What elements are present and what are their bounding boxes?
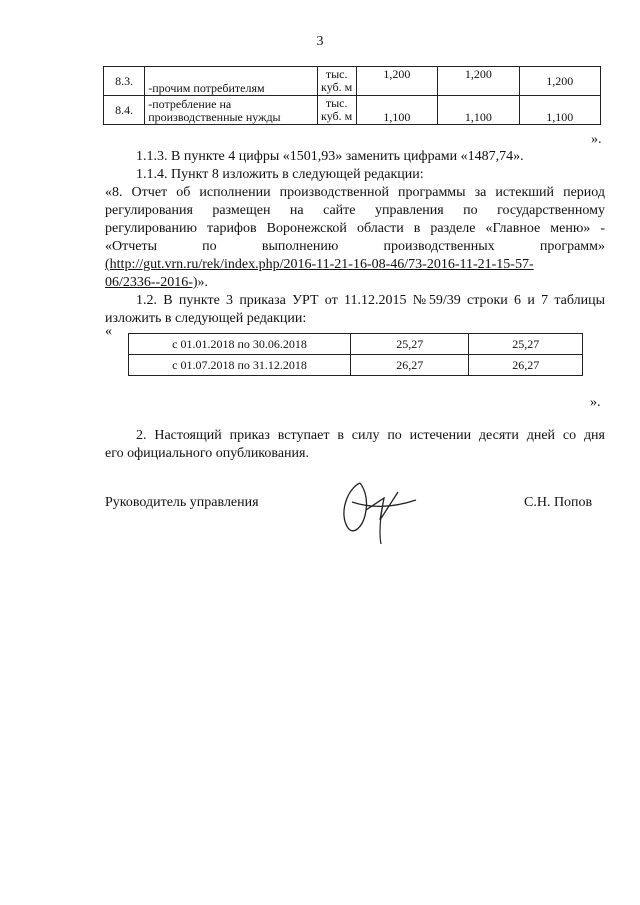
table-row xyxy=(104,96,601,125)
paragraph-8-end: ». xyxy=(197,275,209,290)
row-number: 8.4. xyxy=(104,96,145,125)
paragraph-1-1-3: 1.1.3. В пункте 4 цифры «1501,93» заменить цифрами «1487,74». xyxy=(136,149,524,164)
reports-link-line-2[interactable]: 06/2336--2016-) xyxy=(105,275,198,290)
row-value-3: 1,100 xyxy=(519,96,600,125)
signer-name: С.Н. Попов xyxy=(524,495,593,510)
row-value-2: 1,100 xyxy=(438,96,519,125)
paragraph-8-line-4: «Отчеты по выполнению производственных программ» xyxy=(105,239,605,254)
tariff-table xyxy=(128,333,583,376)
paragraph-8-line-3: регулированию тарифов Воронежской области в разделе «Главное меню» - xyxy=(105,221,605,236)
paragraph-8-line-2: регулирования размещен на сайте управления по государственному xyxy=(105,203,605,218)
name-line2: производственные нужды xyxy=(148,110,281,124)
paragraph-2-line-2: его официального опубликования. xyxy=(105,446,309,461)
paragraph-1-1-4: 1.1.4. Пункт 8 изложить в следующей редакции: xyxy=(136,167,424,182)
paragraph-1-2-line-2: изложить в следующей редакции: xyxy=(105,311,307,326)
row-number: 8.3. xyxy=(104,67,145,96)
reports-link-line-1[interactable]: (http://gut.vrn.ru/rek/index.php/2016-11-21-16-08-46/73-2016-11-21-15-57- xyxy=(105,257,534,272)
row-unit xyxy=(317,96,356,125)
row-value-2: 1,200 xyxy=(438,67,519,96)
open-quote: « xyxy=(105,324,112,339)
row-value-1: 1,200 xyxy=(356,67,437,96)
page-number: 3 xyxy=(316,34,324,49)
paragraph-1-2-line-1: 1.2. В пункте 3 приказа УРТ от 11.12.2015 №59/39 строки 6 и 7 таблицы xyxy=(136,293,605,308)
tariff-value-2: 25,27 xyxy=(469,334,583,355)
unit-line2: куб. м xyxy=(321,109,353,123)
row-name: -прочим потребителям xyxy=(145,67,317,96)
period-cell: с 01.01.2018 по 30.06.2018 xyxy=(129,334,351,355)
tariff-value-2: 26,27 xyxy=(469,355,583,376)
tariff-value-1: 26,27 xyxy=(351,355,469,376)
table-row xyxy=(104,67,601,96)
row-value-3: 1,200 xyxy=(519,67,600,96)
handwritten-signature xyxy=(330,478,420,548)
row-value-1: 1,100 xyxy=(356,96,437,125)
table-row xyxy=(129,334,583,355)
paragraph-2-line-1: 2. Настоящий приказ вступает в силу по истечении десяти дней со дня xyxy=(136,428,605,443)
table1-closing-quote: ». xyxy=(591,132,602,147)
table2-closing-quote: ». xyxy=(590,395,601,410)
row-name xyxy=(145,96,317,125)
unit-line1: тыс. xyxy=(325,96,348,110)
paragraph-8-line-1: «8. Отчет об исполнении производственной программы за истекший период xyxy=(105,185,605,200)
table-row xyxy=(129,355,583,376)
name-line1: -потребление на xyxy=(148,97,232,111)
signer-position: Руководитель управления xyxy=(105,495,259,510)
period-cell: с 01.07.2018 по 31.12.2018 xyxy=(129,355,351,376)
unit-line2: куб. м xyxy=(321,80,353,94)
unit-line1: тыс. xyxy=(325,67,348,81)
row-unit xyxy=(317,67,356,96)
tariff-value-1: 25,27 xyxy=(351,334,469,355)
consumption-table xyxy=(103,66,601,125)
reports-link-line-2-wrapper xyxy=(105,274,208,292)
